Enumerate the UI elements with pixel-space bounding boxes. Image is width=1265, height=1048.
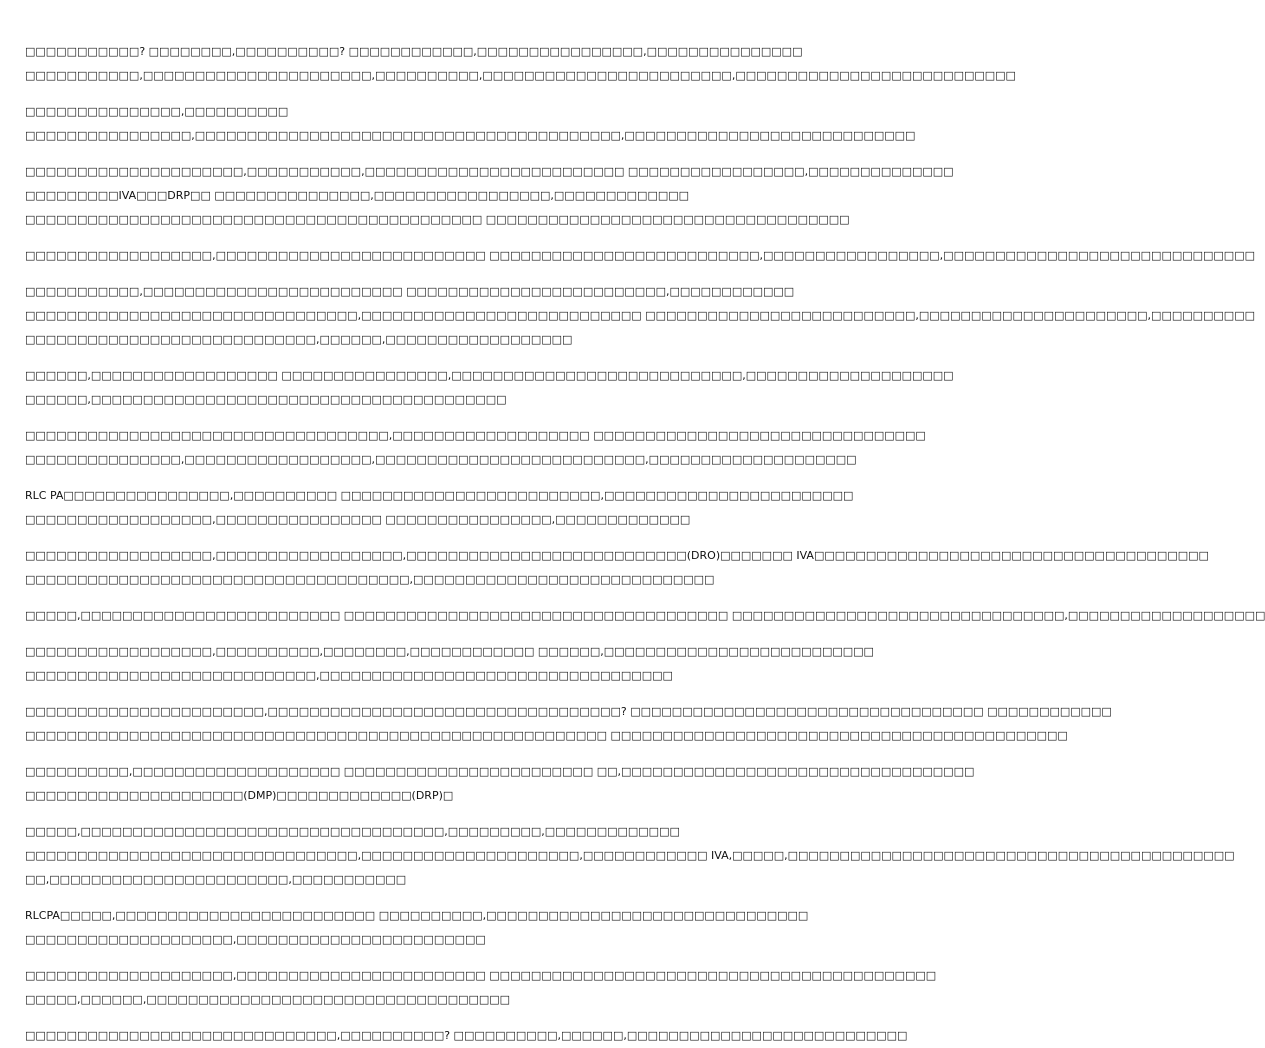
text-line: □□□□□□□□□□□,□□□□□□□□□□□□□□□□□□□□□□,□□□□□□□□□□,□□□□□□□□□□□□□□□□□□□□□□□□,□□□□□□□□□□□□□□□□□□□□□□□□□□□ <box>25 69 1016 82</box>
text-line: □□□□□,□□□□□□□□□□□□□□□□□□□□□□□□□ □□□□□□□□□□□□□□□□□□□□□□□□□□□□□□□□□□□□□ □□□□□□□□□□□□□□□□□□□□□□□□□□□□□□□□,□□□□□□□□□□□□□□□□□□□ <box>25 609 1265 622</box>
text-line: □□□□□,□□□□□□,□□□□□□□□□□□□□□□□□□□□□□□□□□□□□□□□□□□ <box>25 993 511 1006</box>
text-line: □□□□□□□□□□□? □□□□□□□□,□□□□□□□□□□? □□□□□□□□□□□□,□□□□□□□□□□□□□□□□,□□□□□□□□□□□□□□□ <box>25 45 803 58</box>
text-line: □□□□□□□□□□□□□□□□□□□□□□□□□□□□,□□□□□□□□□□□□□□□□□□□□□□□□□□□□□□□□□□ <box>25 669 673 682</box>
text-line: □□□□□□□□□□□□□□□□□□□□□□□□□□□□□□□□,□□□□□□□□□□□□□□□□□□□□□,□□□□□□□□□□□□ IVA,□□□□□,□□□□□□□□□□□□□□□□□□□□□□□□□□□□□□□□□□□□□□□□□□□ <box>25 849 1235 862</box>
text-line: □□□□□□□□□□□□□□□□□□,□□□□□□□□□□□□□□□□ □□□□□□□□□□□□□□□□,□□□□□□□□□□□□□ <box>25 513 691 526</box>
paragraph <box>25 244 1255 268</box>
paragraph <box>25 964 937 1012</box>
text-line: □□□□□□□□□□,□□□□□□□□□□□□□□□□□□□□ □□□□□□□□□□□□□□□□□□□□□□□□ □□,□□□□□□□□□□□□□□□□□□□□□□□□□□□□□□□□□□ <box>25 765 975 778</box>
text-line: □□□□□□□□□□□□□□□□□□,□□□□□□□□□□□□□□□□□□□□□□□□□□ □□□□□□□□□□□□□□□□□□□□□□□□□□,□□□□□□□□□□□□□□□□□,□□□□□□□□□□□□□□□□□□□□□□□□□□□□□□ <box>25 249 1255 262</box>
paragraph <box>25 40 1016 88</box>
text-line: □□□□□□,□□□□□□□□□□□□□□□□□□ □□□□□□□□□□□□□□□□,□□□□□□□□□□□□□□□□□□□□□□□□□□□□,□□□□□□□□□□□□□□□□□□□□ <box>25 369 954 382</box>
text-line: □□□□□□,□□□□□□□□□□□□□□□□□□□□□□□□□□□□□□□□□□□□□□□□ <box>25 393 507 406</box>
text-line: □□□□□□□□□□□□□□□□□□,□□□□□□□□□□□□□□□□□□,□□□□□□□□□□□□□□□□□□□□□□□□□□□(DRO)□□□□□□□ IVA□□□□□□□□□□□□□□□□□□□□□□□□□□□□□□□□□□□□□□ <box>25 549 1209 562</box>
text-line: □□□□□□□□□□□□□□□□□□□□□□□□□□□□□□□□□□□□□□□□□□□□□□□□□□□□□□□□ □□□□□□□□□□□□□□□□□□□□□□□□□□□□□□□□□□□□□□□□□□□□ <box>25 729 1068 742</box>
text-line: □□□□□□□□□□□□□□□□□□□□□□□□□□□□□□□□□□□□□□□□□□□□ □□□□□□□□□□□□□□□□□□□□□□□□□□□□□□□□□□□ <box>25 213 850 226</box>
paragraph <box>25 364 954 412</box>
paragraph <box>25 280 1255 352</box>
text-line: □□□□□□□□□□□□□□□□□□□□□□□□□□□□,□□□□□□,□□□□□□□□□□□□□□□□□□ <box>25 333 573 346</box>
text-line: □□□□□□□□□IVA□□□DRP□□ □□□□□□□□□□□□□□□,□□□□□□□□□□□□□□□□□,□□□□□□□□□□□□□ <box>25 189 690 202</box>
paragraph <box>25 760 975 808</box>
paragraph <box>25 100 916 148</box>
text-line: □□□□□□□□□□□□□□□□,□□□□□□□□□□□□□□□□□□□□□□□□□□□□□□□□□□□□□□□□□,□□□□□□□□□□□□□□□□□□□□□□□□□□□□ <box>25 129 916 142</box>
text-line: □□□□□□□□□□□□□□□□□□□□□□□□□□□□□□□□,□□□□□□□□□□□□□□□□□□□□□□□□□□□ □□□□□□□□□□□□□□□□□□□□□□□□□□,□□□□□□□□□□□□□□□□□□□□□□,□□□□□□□□□□ <box>25 309 1255 322</box>
paragraph <box>25 160 954 232</box>
text-line: □□□□□□□□□□□,□□□□□□□□□□□□□□□□□□□□□□□□□ □□□□□□□□□□□□□□□□□□□□□□□□□,□□□□□□□□□□□□ <box>25 285 795 298</box>
paragraph <box>25 544 1209 592</box>
paragraph <box>25 640 874 688</box>
text-line: □□□□□□□□□□□□□□□□□□□□,□□□□□□□□□□□□□□□□□□□□□□□□ <box>25 933 486 946</box>
text-line: □□□□□□□□□□□□□□□□□□□□□□□,□□□□□□□□□□□□□□□□□□□□□□□□□□□□□□□□□□? □□□□□□□□□□□□□□□□□□□□□□□□□□□□□□□□□□ □□□□□□□□□□□□ <box>25 705 1112 718</box>
paragraph <box>25 484 854 532</box>
paragraph <box>25 604 1265 628</box>
paragraph <box>25 700 1112 748</box>
text-line: □□□□□□□□□□□□□□□□□□□□□□□□□□□□□□□□□□□□□,□□□□□□□□□□□□□□□□□□□□□□□□□□□□□ <box>25 573 715 586</box>
text-line: RLCPA□□□□□,□□□□□□□□□□□□□□□□□□□□□□□□□ □□□□□□□□□□,□□□□□□□□□□□□□□□□□□□□□□□□□□□□□□□ <box>25 909 809 922</box>
text-line: □□□□□□□□□□□□□□□,□□□□□□□□□□ <box>25 105 289 118</box>
paragraph <box>25 820 1235 892</box>
text-line: □□,□□□□□□□□□□□□□□□□□□□□□□□,□□□□□□□□□□□ <box>25 873 407 886</box>
paragraph <box>25 904 809 952</box>
text-line: □□□□□□□□□□□□□□□,□□□□□□□□□□□□□□□□□□,□□□□□□□□□□□□□□□□□□□□□□□□□□,□□□□□□□□□□□□□□□□□□□□ <box>25 453 857 466</box>
text-line: □□□□□□□□□□□□□□□□□□□□□,□□□□□□□□□□□,□□□□□□□□□□□□□□□□□□□□□□□□□ □□□□□□□□□□□□□□□□□,□□□□□□□□□□□□□□ <box>25 165 954 178</box>
text-line: □□□□□,□□□□□□□□□□□□□□□□□□□□□□□□□□□□□□□□□□□,□□□□□□□□□,□□□□□□□□□□□□□ <box>25 825 680 838</box>
text-line: □□□□□□□□□□□□□□□□□□□□□□□□□□□□□□□□□□□,□□□□□□□□□□□□□□□□□□□ □□□□□□□□□□□□□□□□□□□□□□□□□□□□□□□□ <box>25 429 926 442</box>
text-line: □□□□□□□□□□□□□□□□□□□□,□□□□□□□□□□□□□□□□□□□□□□□□ □□□□□□□□□□□□□□□□□□□□□□□□□□□□□□□□□□□□□□□□□□□ <box>25 969 937 982</box>
text-line: □□□□□□□□□□□□□□□□□□□□□□□□□□□□□□,□□□□□□□□□□? □□□□□□□□□□,□□□□□□,□□□□□□□□□□□□□□□□□□□□□□□□□□□ <box>25 1029 908 1042</box>
paragraph <box>25 1024 908 1048</box>
text-line: RLC PA□□□□□□□□□□□□□□□□,□□□□□□□□□□ □□□□□□□□□□□□□□□□□□□□□□□□□,□□□□□□□□□□□□□□□□□□□□□□□□ <box>25 489 854 502</box>
text-line: □□□□□□□□□□□□□□□□□□,□□□□□□□□□□,□□□□□□□□,□□□□□□□□□□□□ □□□□□□,□□□□□□□□□□□□□□□□□□□□□□□□□□ <box>25 645 874 658</box>
text-line: □□□□□□□□□□□□□□□□□□□□□(DMP)□□□□□□□□□□□□□(DRP)□ <box>25 789 454 802</box>
paragraph <box>25 424 926 472</box>
